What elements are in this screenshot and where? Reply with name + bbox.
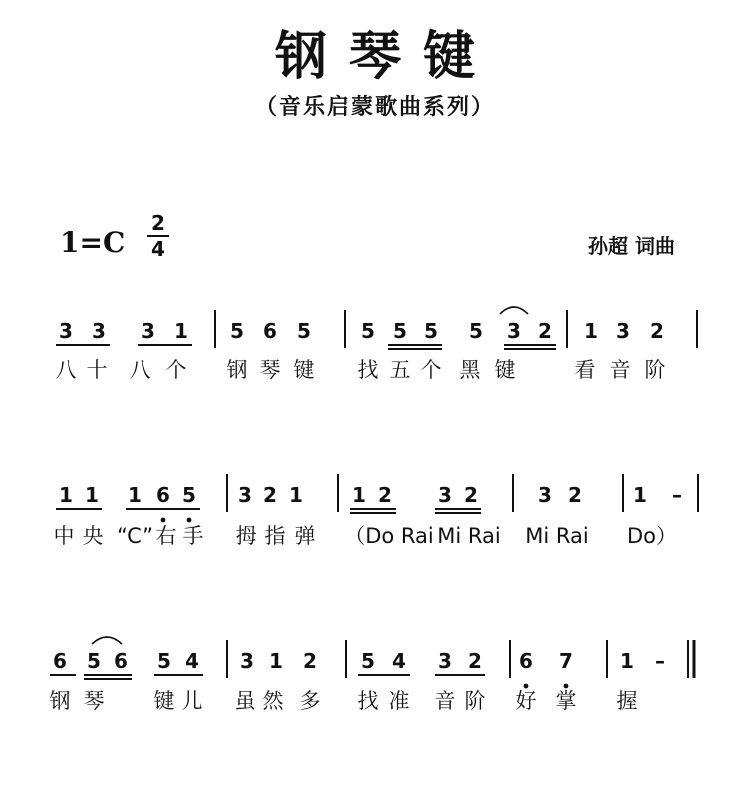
note: 2 — [468, 649, 482, 673]
lyric: 黑 — [459, 358, 481, 382]
note: 1 — [620, 649, 634, 673]
note: 5 — [393, 319, 407, 343]
song-title: 钢琴键 — [274, 27, 497, 87]
note: 7 — [559, 649, 573, 673]
note: 6 — [114, 649, 128, 673]
lyric: 八 — [55, 358, 77, 382]
lyric: 央 — [82, 524, 104, 548]
slur — [92, 637, 122, 644]
note: 3 — [438, 483, 452, 507]
note: 6 — [156, 483, 170, 507]
note: 2 — [538, 319, 552, 343]
lyric: 握 — [616, 689, 638, 713]
note: 1 — [174, 319, 188, 343]
lyric: 虽 — [234, 689, 256, 713]
note: 5 — [182, 483, 196, 507]
lyric: 多 — [299, 689, 321, 713]
lyric: 阶 — [464, 689, 486, 713]
note: 3 — [59, 319, 73, 343]
lyric: 个 — [420, 358, 442, 382]
note: 3 — [141, 319, 155, 343]
note: 4 — [185, 649, 199, 673]
lyric: 音 — [609, 358, 631, 382]
lyric: 琴 — [259, 358, 281, 382]
lyric: 个 — [165, 358, 187, 382]
note: 2 — [303, 649, 317, 673]
lyric: 八 — [129, 358, 151, 382]
note: 6 — [53, 649, 67, 673]
lyric: 钢 — [226, 358, 248, 382]
lyric: 看 — [574, 358, 596, 382]
lyric: 右 — [155, 524, 177, 548]
note: 5 — [157, 649, 171, 673]
note: 2 — [650, 319, 664, 343]
lyric: Mi Rai — [525, 524, 589, 548]
note: 3 — [507, 319, 521, 343]
note: 2 — [263, 483, 277, 507]
lyric: Do） — [626, 524, 678, 548]
lyric: 钢 — [49, 689, 71, 713]
note: 5 — [361, 649, 375, 673]
note: 6 — [519, 649, 533, 673]
note: 1 — [269, 649, 283, 673]
octave-dot — [187, 518, 192, 523]
note: 6 — [263, 319, 277, 343]
lyric: 弹 — [294, 524, 316, 548]
lyric: （Do Rai — [344, 524, 434, 548]
lyric: 中 — [53, 524, 75, 548]
lyric: 找 — [357, 358, 379, 382]
note: 5 — [87, 649, 101, 673]
note: 5 — [424, 319, 438, 343]
lyric: 准 — [388, 689, 410, 713]
note: 1 — [584, 319, 598, 343]
lyric: 键 — [153, 689, 175, 713]
lyric: 指 — [264, 524, 286, 548]
author-credit: 孙超 词曲 — [588, 234, 675, 258]
note: 1 — [352, 483, 366, 507]
note: 5 — [469, 319, 483, 343]
lyric: 音 — [434, 689, 456, 713]
key-signature: 1=C — [60, 226, 126, 259]
meter-top: 2 — [151, 211, 165, 235]
lyric: 儿 — [181, 689, 203, 713]
lyric: 然 — [262, 689, 284, 713]
note: 2 — [464, 483, 478, 507]
note: 3 — [240, 649, 254, 673]
lyric: “C” — [116, 524, 154, 548]
octave-dot — [161, 518, 166, 523]
meter-bottom: 4 — [151, 237, 165, 261]
lyric: Mi Rai — [437, 524, 501, 548]
note: 3 — [538, 483, 552, 507]
note: 1 — [633, 483, 647, 507]
note: 3 — [616, 319, 630, 343]
note: 4 — [392, 649, 406, 673]
note: 2 — [568, 483, 582, 507]
note: 3 — [238, 483, 252, 507]
note: 3 — [438, 649, 452, 673]
lyric: 阶 — [644, 358, 666, 382]
lyric: 五 — [389, 358, 411, 382]
note: 1 — [128, 483, 142, 507]
note: 5 — [361, 319, 375, 343]
lyric: 琴 — [83, 689, 105, 713]
lyric: 掌 — [555, 689, 577, 713]
slur — [500, 307, 528, 314]
song-subtitle: （音乐启蒙歌曲系列） — [254, 95, 495, 120]
note: 2 — [378, 483, 392, 507]
note: – — [655, 649, 665, 673]
note: – — [672, 483, 682, 507]
note: 1 — [59, 483, 73, 507]
note: 5 — [230, 319, 244, 343]
lyric: 十 — [86, 358, 108, 382]
lyric: 手 — [182, 524, 204, 548]
lyric: 找 — [357, 689, 379, 713]
note: 5 — [297, 319, 311, 343]
lyric: 键 — [293, 358, 315, 382]
lyric: 键 — [494, 358, 516, 382]
lyric: 好 — [515, 689, 537, 713]
octave-dot — [564, 684, 569, 689]
octave-dot — [524, 684, 529, 689]
note: 3 — [92, 319, 106, 343]
note: 1 — [289, 483, 303, 507]
note: 1 — [85, 483, 99, 507]
lyric: 拇 — [235, 524, 257, 548]
